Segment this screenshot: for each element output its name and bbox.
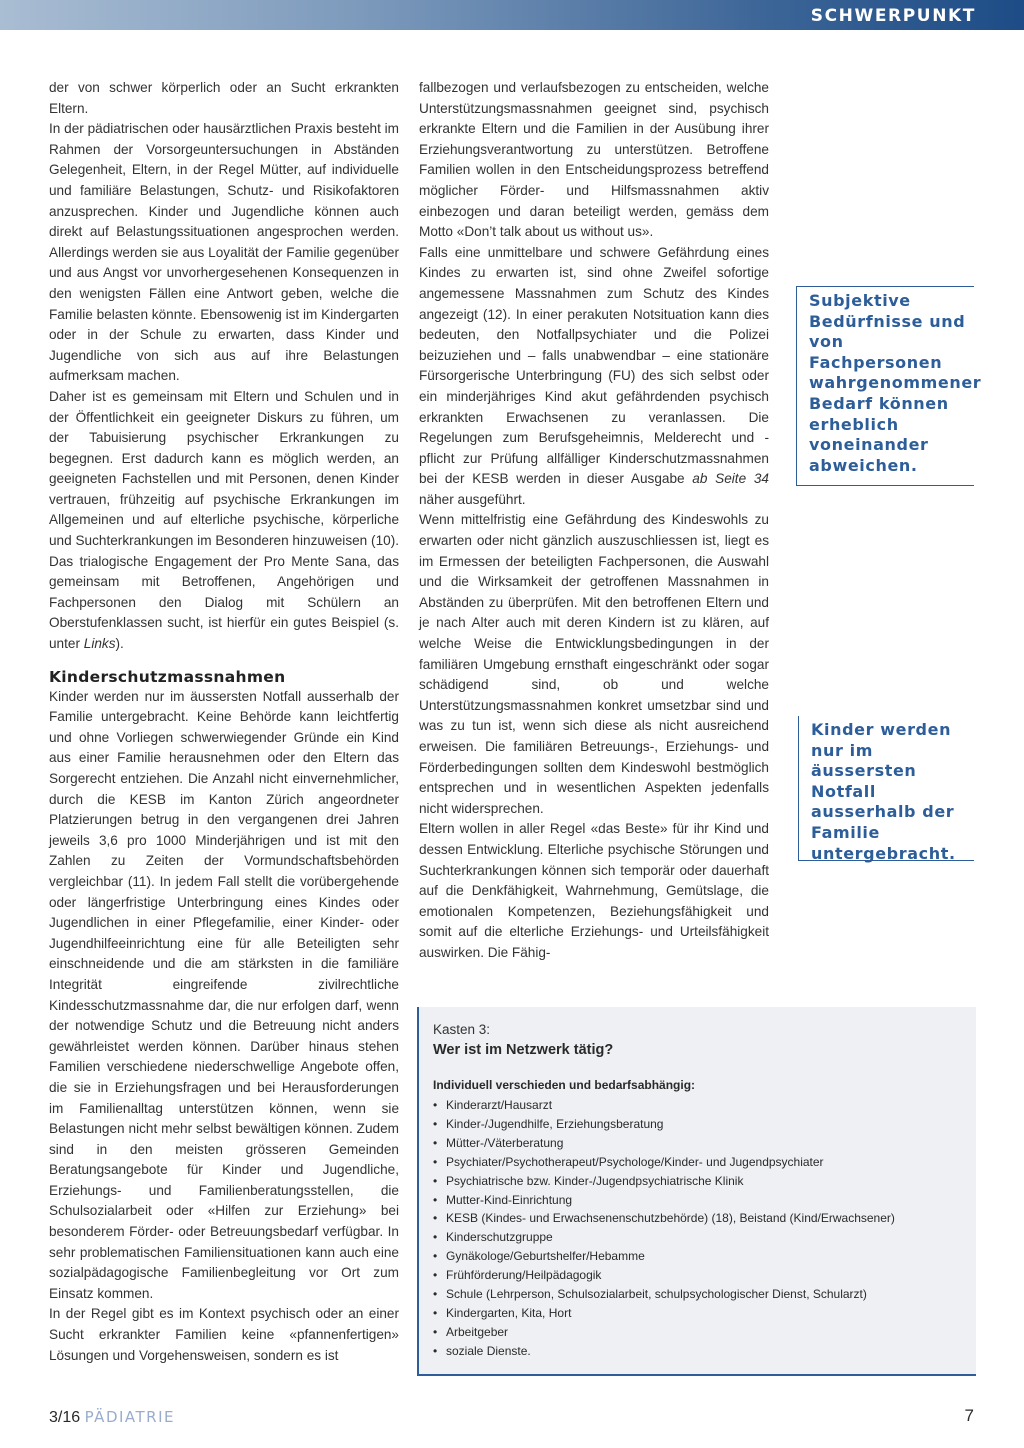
mid-paragraph-4: Eltern wollen in aller Regel «das Beste» für ihr Kind und dessen Entwicklung. Elterliche psychische Störungen und Suchterkrankungen können sich temporär oder dauerhaft auf die Denkfähigkeit, Wahrnehmung, Gemütslage, die emotionalen Kompetenzen, Beziehungsfähigkeit und somit auf die elterliche Erziehungs- und Urteilsfähigkeit auswirken. Die Fähig- (419, 821, 769, 960)
list-item: • Kinder-/Jugendhilfe, Erziehungsberatung (433, 1115, 960, 1134)
mid-paragraph-2-text: Falls eine unmittelbare und schwere Gefährdung eines Kindes zu erwarten ist, sind ohne Zweifel sofortige angemessene Massnahmen zum Schutz des Kindes angezeigt (12). In einer perakuten Notsituation kann dies bedeuten, den Notfallpsychiater und die Polizei beizuziehen und – falls unabwendbar – eine stationäre Fürsorgerische Unterbringung (FU) des sich selbst oder ein minderjähriges Kind akut gefährdenden psychisch erkrankten Erwachsenen zu veranlassen. Die Regelungen zum Berufsgeheimnis, Melderecht und -pflicht zur Prüfung allfälliger Kinderschutzmassnahmen bei der KESB werden in dieser Ausgabe (419, 244, 769, 487)
list-item: • Kinderschutzgruppe (433, 1228, 960, 1247)
mid-paragraph-2 (419, 243, 769, 511)
mid-paragraph-1: fallbezogen und verlaufsbezogen zu entscheiden, welche Unterstützungsmassnahmen geeignet sind, psychisch erkrankte Eltern und die Familien in der Ausübung ihrer Erziehungsverantwortung zu unterstützen. Betroffene Familien wollen in den Entscheidungsprozess betreffend möglicher Förder- und Hilfsmassnahmen aktiv einbezogen und daran beteiligt werden, gemäss dem Motto «Don’t talk about us without us». (419, 80, 769, 240)
section-label: SCHWERPUNKT (810, 6, 976, 26)
left-paragraph-3-end: ). (115, 636, 124, 652)
list-item: • Psychiatrische bzw. Kinder-/Jugendpsychiatrische Klinik (433, 1172, 960, 1191)
list-item: • Psychiater/Psychotherapeut/Psychologe/Kinder- und Jugendpsychiater (433, 1153, 960, 1172)
left-paragraph-2: In der pädiatrischen oder hausärztlichen Praxis besteht im Rahmen der Vorsorgeuntersuchungen in Abständen Gelegenheit, Eltern, in der Regel Mütter, auf individuelle und familiäre Belastungen, Schutz- und Risikofaktoren anzusprechen. Kinder und Jugendliche können auch direkt auf Belastungssituationen angesprochen werden. Allerdings werden sie aus Loyalität der Familie gegenüber und aus Angst vor unvorhergesehenen Konsequenzen in den wenigsten Fällen eine Antwort geben, welche die Familie belasten könnte. Ebensowenig ist im Kindergarten oder in der Schule zu erwarten, dass Kinder und Jugendliche von sich aus auf ihre Belastungen aufmerksam machen. (49, 121, 399, 384)
list-item: • Kindergarten, Kita, Hort (433, 1304, 960, 1323)
list-item: • Mutter-Kind-Einrichtung (433, 1191, 960, 1210)
left-paragraph-3 (49, 387, 399, 655)
section-heading: Kinderschutzmassnahmen (49, 667, 286, 686)
footer-issue (49, 1408, 175, 1427)
header-bar (0, 0, 1024, 30)
info-box-label: Kasten 3: (433, 1022, 491, 1037)
magazine-name: PÄDIATRIE (84, 1408, 175, 1426)
pull-quote-2: Kinder werden nur im äussersten Notfall ausserhalb der Familie untergebracht. (798, 716, 974, 861)
page-number: 7 (964, 1406, 974, 1425)
links-reference: Links (83, 636, 116, 652)
page-reference: ab Seite 34 (692, 471, 769, 487)
list-item: • KESB (Kindes- und Erwachsenenschutzbehörde) (18), Beistand (Kind/Erwachsener) (433, 1209, 960, 1228)
list-item: • Kinderarzt/Hausarzt (433, 1096, 960, 1115)
info-box-title: Wer ist im Netzwerk tätig? (433, 1042, 614, 1058)
pull-quote-1: Subjektive Bedürfnisse und von Fachpersonen wahrgenommener Bedarf können erheblich voneinander abweichen. (796, 286, 974, 486)
network-list (433, 1096, 960, 1361)
info-box (417, 1007, 976, 1376)
left-paragraph-1: der von schwer körperlich oder an Sucht erkrankten Eltern. (49, 80, 399, 116)
list-item: • Gynäkologe/Geburtshelfer/Hebamme (433, 1247, 960, 1266)
issue-number: 3/16 (49, 1409, 81, 1426)
left-column (49, 78, 399, 1366)
middle-column (419, 78, 769, 964)
left-paragraph-4: Kinder werden nur im äussersten Notfall ausserhalb der Familie untergebracht. Keine Behörde kann leichtfertig und ohne Vorliegen schwerwiegender Gründe ein Kind aus einer Familie herausnehmen oder den Eltern das Sorgerecht entziehen. Die Anzahl nicht einvernehmlicher, durch die KESB im Kanton Zürich angeordneter Platzierungen betrug in den vergangenen drei Jahren jeweils 3,6 pro 1000 Minderjährigen und ist mit den Zahlen zu Zeiten der Vormundschaftsbehörden vergleichbar (11). In jedem Fall stellt die vorübergehende oder längerfristige Unterbringung eines Kindes oder Jugendlichen in einer Pflegefamilie, einer Kinder- oder Jugendhilfeeinrichtung eine für alle Beteiligten sehr einschneidende und die am stärksten in die familiäre Integrität eingreifende zivilrechtliche Kindesschutzmassnahme dar, die nur erfolgen darf, wenn der notwendige Schutz und die Betreuung nicht anders gewährleistet werden können. Darüber hinaus stehen Familien verschiedene niederschwellige Angebote offen, die sie in Erziehungsfragen und bei Herausforderungen im Familienalltag unterstützen können, wenn sie Belastungen nicht mehr selbst bewältigen können. Zudem sind in den meisten grösseren Gemeinden Beratungsangebote für Kinder und Jugendliche, Erziehungs- und Familienberatungsstellen, die Schulsozialarbeit oder «Hilfen zur Erziehung» bei besonderem Förder- oder Betreuungsbedarf verfügbar. In sehr problematischen Familiensituationen kann auch eine sozialpädagogische Familienbegleitung vor Ort zum Einsatz kommen. (49, 688, 399, 1301)
left-paragraph-3-text: Daher ist es gemeinsam mit Eltern und Schulen und in der Öffentlichkeit ein geeigneter Diskurs zu führen, um der Tabuisierung psychischer Erkrankungen zu begegnen. Erst dadurch kann es möglich werden, an geeigneten Fachstellen und mit Personen, denen Kinder vertrauen, frühzeitig auf psychische Erkrankungen im Allgemeinen und auf elterliche psychische, körperliche und Suchterkrankungen im Besonderen hinzuweisen (10). Das trialogische Engagement der Pro Mente Sana, das gemeinsam mit Betroffenen, Angehörigen und Fachpersonen den Dialog mit Schülern an Oberstufenklassen sucht, ist hierfür ein gutes Beispiel (s. unter (49, 388, 399, 652)
left-paragraph-5: In der Regel gibt es im Kontext psychisch oder an einer Sucht erkrankter Familien keine «pfannenfertigen» Lösungen und Vorgehensweisen, sondern es ist (49, 1306, 399, 1363)
list-item: • Frühförderung/Heilpädagogik (433, 1266, 960, 1285)
info-box-subtitle: Individuell verschieden und bedarfsabhängig: (433, 1078, 696, 1092)
mid-paragraph-2-end: näher ausgeführt. (419, 491, 526, 507)
list-item: • Schule (Lehrperson, Schulsozialarbeit, schulpsychologischer Dienst, Schularzt) (433, 1285, 960, 1304)
mid-paragraph-3: Wenn mittelfristig eine Gefährdung des Kindeswohls zu erwarten oder nicht gänzlich auszuschliessen ist, liegt es im Ermessen der beteiligten Fachpersonen, die Auswahl und die Wirksamkeit der getroffenen Massnahmen in Abständen zu überprüfen. Mit den betroffenen Eltern und je nach Alter auch mit deren Kindern ist zu klären, auf welche Weise die Entwicklungsbedingungen in der familiären Umgebung ernsthaft eingeschränkt oder sogar schädigend sind, ob und welche Unterstützungsmassnahmen konkret umsetzbar sind und was zu tun ist, wenn sich diese als nicht ausreichend erweisen. Die familiären Betreuungs-, Erziehungs- und Förderbedingungen sollten dem Kindeswohl bestmöglich entsprechen und in wesentlichen Aspekten jedenfalls nicht widersprechen. (419, 512, 769, 816)
list-item: • soziale Dienste. (433, 1342, 960, 1361)
list-item: • Mütter-/Väterberatung (433, 1134, 960, 1153)
list-item: • Arbeitgeber (433, 1323, 960, 1342)
